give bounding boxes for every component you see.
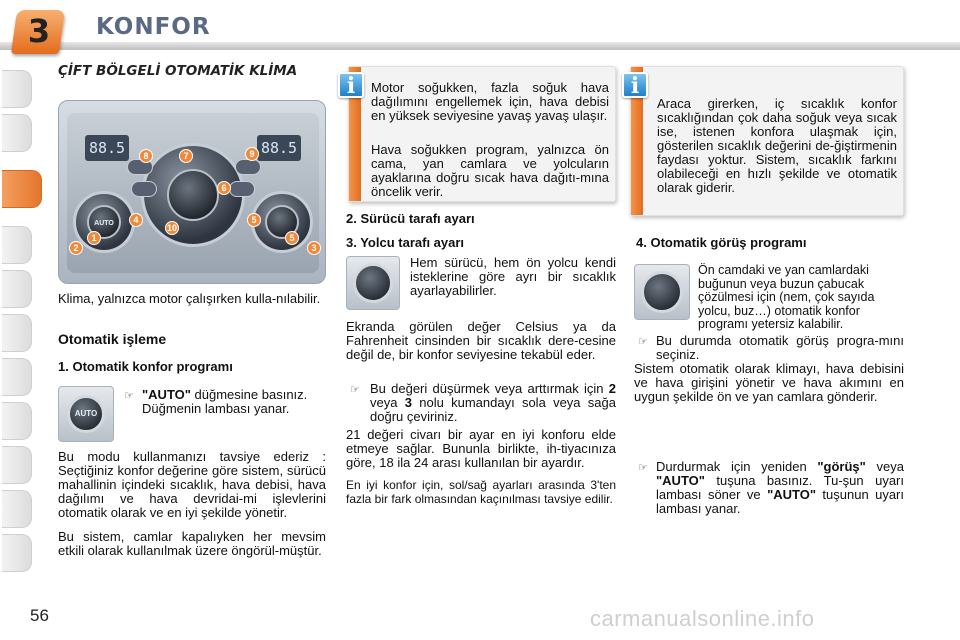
subheading-auto-operation: Otomatik işleme xyxy=(58,331,167,347)
auto-keyword: "AUTO" xyxy=(767,487,816,502)
bullet-stop-text-d: tuşunun uyarı lambası yanar. xyxy=(656,487,905,516)
paragraph-recommendation: Bu modu kullanmanızı tavsiye ederiz : Seçtiğiniz konfor değerine göre sistem, sürücü mahallinin içindeki sıcaklık, hava debisi, hava dağılımı ve hava devridai-mi işlevlerini otomatik olarak ve en iyi şekilde yönetir. xyxy=(58,449,326,520)
bullet-text-a: Bu değeri düşürmek veya arttırmak için xyxy=(370,381,609,396)
paragraph-display-value: Ekranda görülen değer Celsius ya da Fahrenheit cinsinden bir sıcaklık dere-cesine değil de, bir konfor seviyesine tekabül eder. xyxy=(346,319,616,362)
callout-badge: 1 xyxy=(87,231,101,245)
item-1-text xyxy=(142,388,328,416)
bullet-stop-text-c: tuşuna basınız. Tu-şun uyarı lambası söner ve xyxy=(656,473,904,502)
side-tab[interactable] xyxy=(2,534,32,572)
callout-badge: 5 xyxy=(247,213,261,227)
temperature-knob-graphic xyxy=(353,263,393,303)
section-heading: ÇİFT BÖLGELİ OTOMATİK KLİMA xyxy=(58,63,298,79)
paragraph-seasons: Bu sistem, camlar kapalıyken her mevsim etkili olarak kullanılmak üzere öngörül-müştür. xyxy=(58,529,326,558)
bullet-icon: ☞ xyxy=(638,461,648,474)
info-box-entering-car xyxy=(630,66,904,216)
callout-badge: 10 xyxy=(166,223,177,233)
info-box-1-text-2: Hava soğukken program, yalnızca ön cama, yan camlara ve yolcuların ayaklarına doğru sıcak hava dağıtı-mına öncelik verir. xyxy=(371,142,609,199)
paragraph-difference-tip: En iyi konfor için, sol/sağ ayarları arasında 3'ten fazla bir fark olmasından kaçınılması tavsiye edilir. xyxy=(346,478,616,506)
item-3-text: Hem sürücü, hem ön yolcu kendi isteklerine göre ayrı bir sıcaklık ayarlayabilirler. xyxy=(410,255,616,298)
bullet-stop-text-b: veya xyxy=(865,459,904,474)
item-4-text: Ön camdaki ve yan camlardaki buğunun veya buzun çabucak çözülmesi için (nem, çok sayıda yolcu, buz…) otomatik konfor programı yetersiz kalabilir. xyxy=(698,263,875,331)
page-number: 56 xyxy=(30,606,49,625)
callout-badge: 7 xyxy=(179,149,193,163)
auto-keyword: "AUTO" xyxy=(142,387,191,402)
bullet-text-b: veya xyxy=(370,395,405,410)
climate-panel-image xyxy=(58,100,326,284)
control-number-3: 3 xyxy=(404,395,412,410)
callout-badge: 8 xyxy=(139,149,153,163)
auto-keyword: "AUTO" xyxy=(656,473,705,488)
auto-button-panel: AUTO xyxy=(87,205,121,239)
info-box-cold-engine xyxy=(348,66,616,202)
item-4-heading: 4. Otomatik görüş programı xyxy=(636,235,807,250)
side-tab-active[interactable] xyxy=(2,170,42,208)
info-icon: i xyxy=(622,72,648,98)
visibility-button-image xyxy=(634,264,690,320)
center-dial-hub xyxy=(167,169,219,221)
side-tab[interactable] xyxy=(2,70,32,108)
watermark: carmanualsonline.info xyxy=(590,606,815,631)
side-tab[interactable] xyxy=(2,402,32,440)
panel-small-button xyxy=(131,181,157,197)
side-tab[interactable] xyxy=(2,114,32,152)
intro-text: Klima, yalnızca motor çalışırken kulla-nılabilir. xyxy=(58,291,321,306)
auto-button-image xyxy=(58,386,114,442)
bullet-icon: ☞ xyxy=(638,335,648,348)
panel-inner xyxy=(67,113,319,273)
panel-small-button xyxy=(235,159,261,175)
header-bar xyxy=(0,42,960,50)
callout-badge: 6 xyxy=(217,181,231,195)
gorus-keyword: "görüş" xyxy=(817,459,866,474)
callout-badge: 9 xyxy=(245,147,259,161)
callout-badge: 4 xyxy=(129,213,143,227)
bullet-text-c: nolu kumandayı sola veya sağa doğru çeviriniz. xyxy=(370,395,616,424)
bullet-icon: ☞ xyxy=(350,383,360,396)
item-1-description: düğmesine basınız. Düğmenin lambası yanar. xyxy=(142,387,308,416)
info-icon: i xyxy=(338,72,364,98)
item-2-heading: 2. Sürücü tarafı ayarı xyxy=(346,211,475,226)
side-tab[interactable] xyxy=(2,490,32,528)
info-box-1-text-1: Motor soğukken, fazla soğuk hava dağılımını engellemek için, hava debisi en yüksek seviyesine yavaş yavaş ulaşır. xyxy=(371,80,609,123)
control-number-2: 2 xyxy=(608,381,616,396)
bullet-adjust-value xyxy=(370,382,616,424)
callout-badge: 3 xyxy=(307,241,321,255)
side-tabs xyxy=(0,70,36,590)
bullet-select-visibility: Bu durumda otomatik görüş progra-mını seçiniz. xyxy=(656,333,904,362)
bullet-stop-text-a: Durdurmak için yeniden xyxy=(656,459,818,474)
info-box-2-text: Araca girerken, iç sıcaklık konfor sıcaklığından çok daha soğuk veya sıcak ise, istenen konfora ulaşmak için, gösterilen sıcaklık değerini de-ğiştirmenin faydası yoktur. Sistem, sıcaklık farkını olabileceği en hızlı şekilde ve otomatik olarak giderir. xyxy=(657,96,897,195)
side-tab[interactable] xyxy=(2,226,32,264)
side-tab[interactable] xyxy=(2,358,32,396)
visibility-button-graphic xyxy=(641,271,683,313)
bullet-stop-visibility xyxy=(656,460,904,516)
item-3-heading: 3. Yolcu tarafı ayarı xyxy=(346,235,465,250)
lcd-left: 88.5 xyxy=(85,135,129,161)
item-1-heading: 1. Otomatik konfor programı xyxy=(58,359,233,374)
side-tab[interactable] xyxy=(2,314,32,352)
side-tab[interactable] xyxy=(2,270,32,308)
callout-badge: 5 xyxy=(285,231,299,245)
chapter-number: 3 xyxy=(27,12,51,50)
lcd-right: 88.5 xyxy=(257,135,301,161)
callout-badge: 2 xyxy=(69,241,83,255)
side-tab[interactable] xyxy=(2,446,32,484)
page-header xyxy=(0,0,960,58)
bullet-icon: ☞ xyxy=(124,389,134,402)
auto-button-graphic: AUTO xyxy=(67,395,105,433)
panel-small-button xyxy=(229,181,255,197)
paragraph-recommended-setting: 21 değeri civarı bir ayar en iyi konforu elde etmeye sağlar. Bununla birlikte, ih-tiyacınıza göre, 18 ila 24 arası kullanılan bir ayardır. xyxy=(346,427,616,470)
page-title: KONFOR xyxy=(96,14,211,40)
paragraph-system-manages: Sistem otomatik olarak klimayı, hava debisini ve hava girişini yönetir ve hava akımını en uygun şekilde ön ve yan camlara gönderir. xyxy=(634,361,904,404)
temperature-knob-image xyxy=(346,256,400,310)
